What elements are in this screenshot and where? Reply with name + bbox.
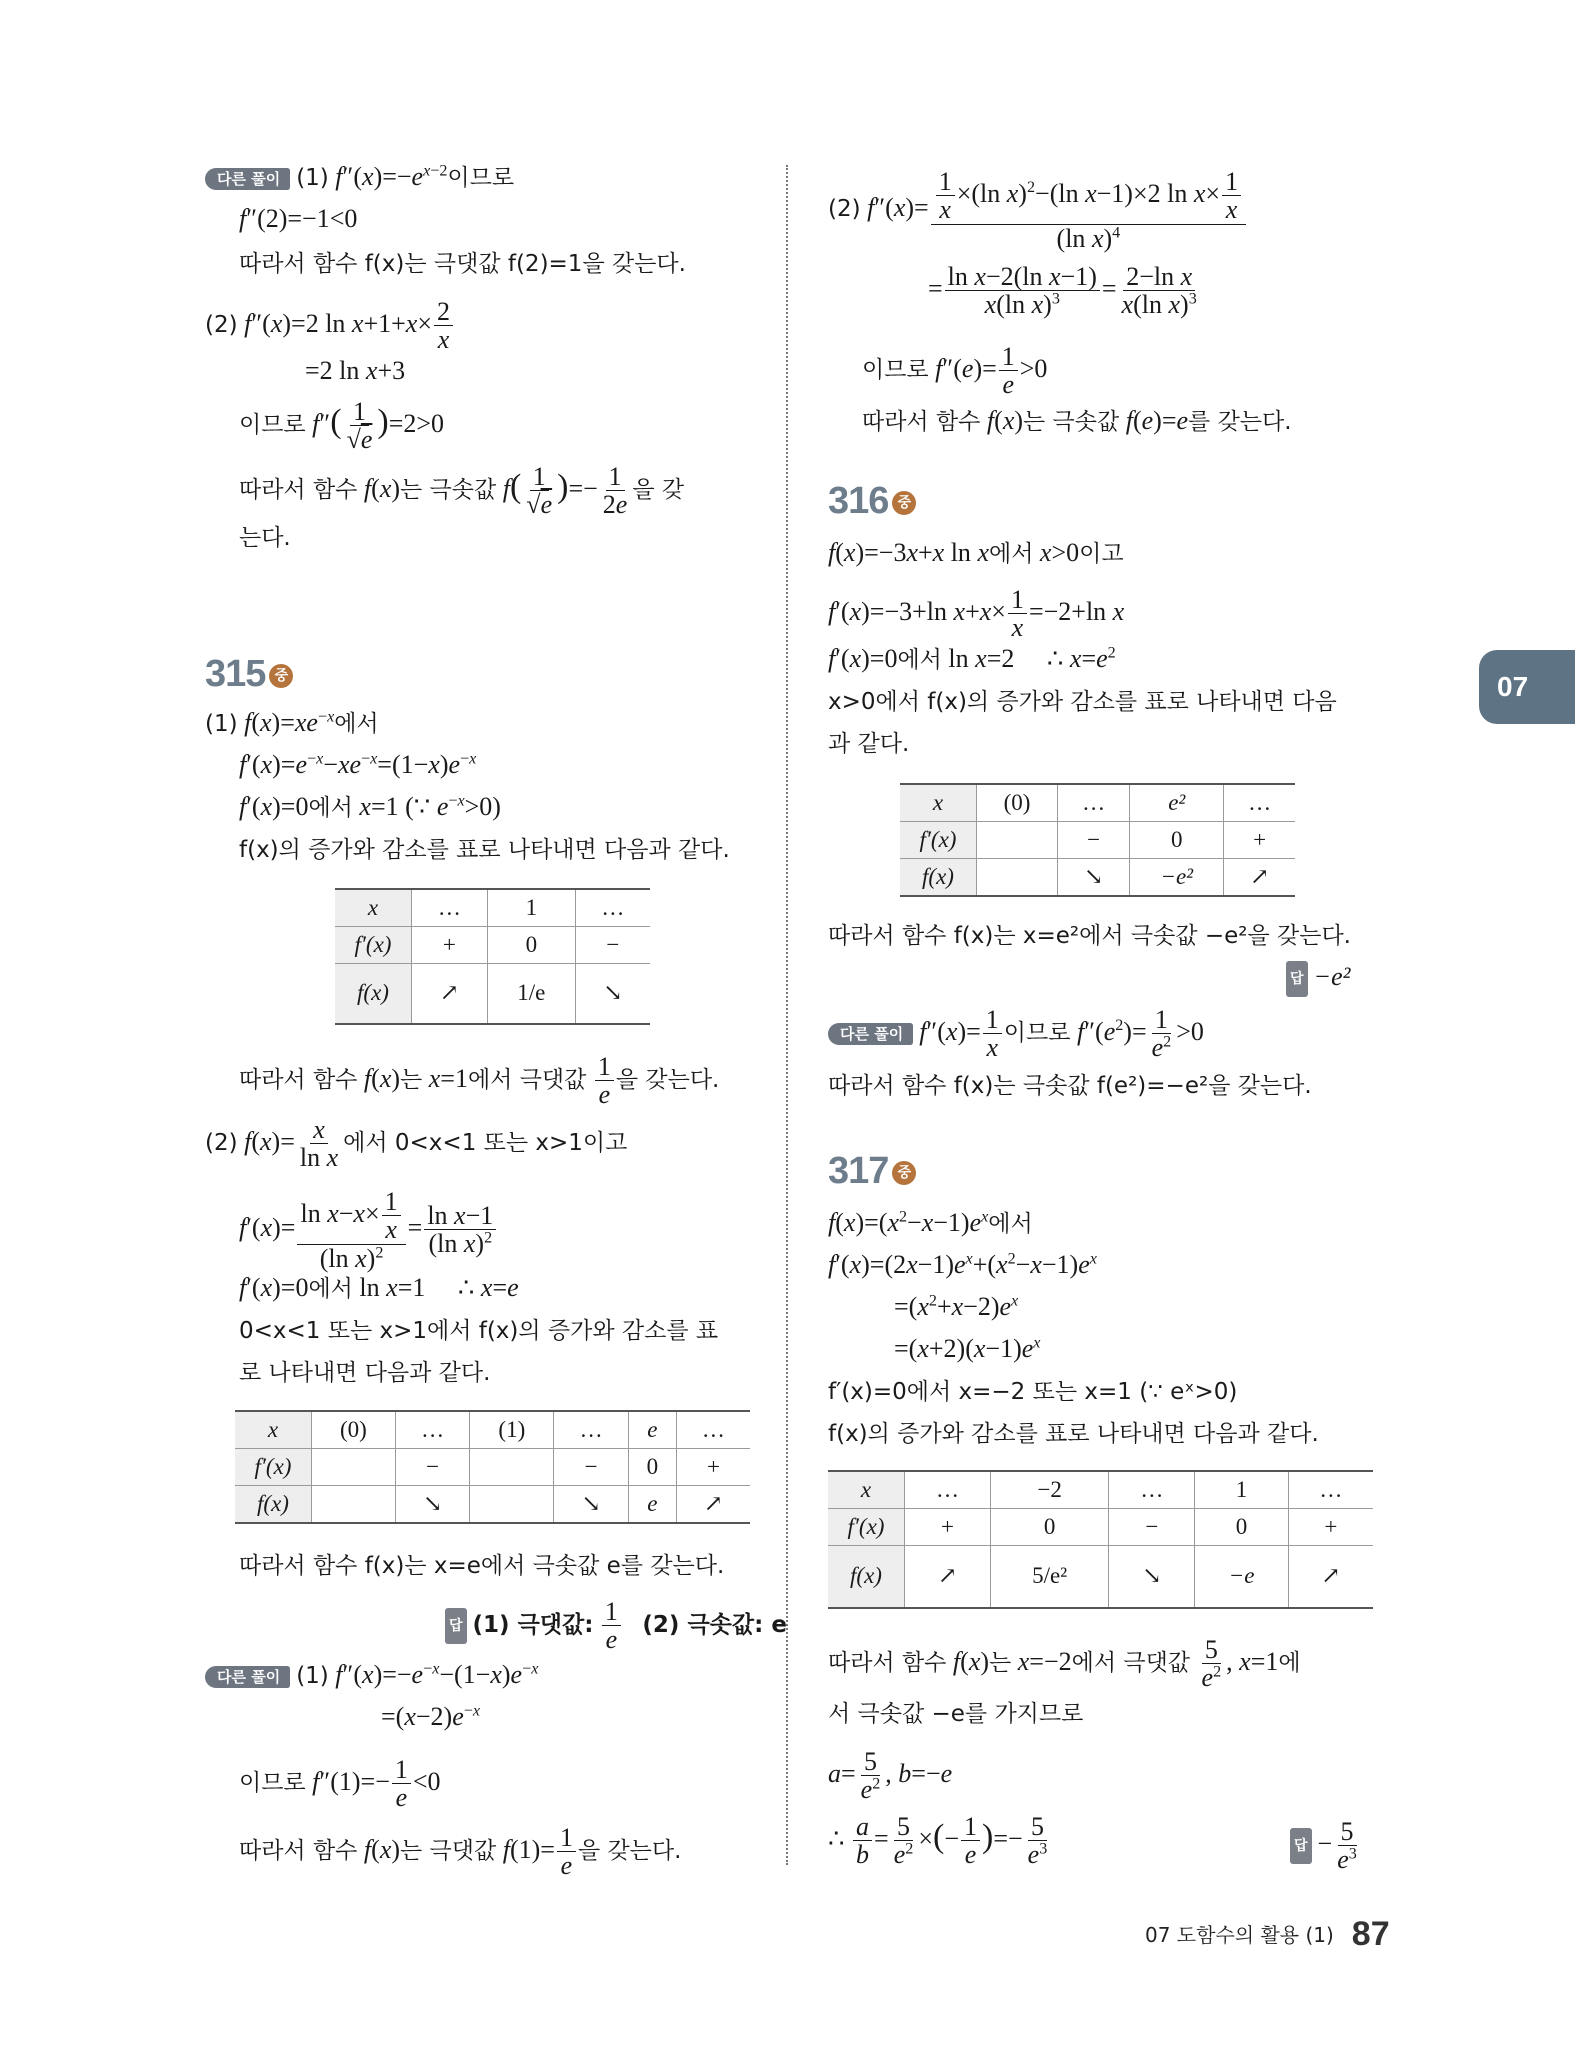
table-cell: f(x) (235, 1486, 312, 1524)
math-line: 따라서 함수 f(x)는 x=−2에서 극댓값 $\frac{5}{e^2}$ , x=1에 (828, 1635, 1301, 1693)
difficulty-badge: 중 (269, 664, 293, 688)
math-line: 따라서 함수 f(x)는 극솟값 f( $\frac{1}{√e}$ )=− $\frac{1}{2e}$ 을 갖 (239, 462, 685, 520)
math-line: $=(x-2)e^{-x}$ (381, 1702, 480, 1731)
variation-table-315-1 (335, 888, 650, 1025)
table-cell (312, 1449, 396, 1486)
math-line: (2) f(x)= $\frac{x}{\text{ln x}}$ 에서 0<x<1 또는 x>1이고 (205, 1115, 628, 1173)
table-cell (470, 1486, 554, 1524)
difficulty-badge: 중 (892, 1161, 916, 1185)
table-cell: f(x) (828, 1546, 905, 1608)
math-line: ∴ $\frac{a}{b}$ = $\frac{5}{e^2}$ ×(− $\frac{1}{e}$ )=− $\frac{5}{e^3}$ (828, 1812, 1048, 1870)
table-cell: + (1288, 1509, 1373, 1546)
math-line: $f'(x)=(2x-1)e^x+(x^2-x-1)e^x$ (828, 1250, 1097, 1279)
math-line: f′(x)=0에서 ln x=1 ∴ x=e (239, 1273, 519, 1302)
table-cell: −e (1195, 1546, 1288, 1608)
table-cell: + (1224, 822, 1295, 859)
table-cell: + (905, 1509, 991, 1546)
table-cell (470, 1449, 554, 1486)
alt-solution-badge: 다른 풀이 (205, 1666, 290, 1688)
math-line: f″(2)=−1<0 (239, 204, 358, 233)
problem-number-316: 316 중 (828, 480, 916, 523)
math-line: f′(x)=0에서 x=−2 또는 x=1 (∵ eˣ>0) (828, 1379, 1238, 1405)
table-cell: (0) (312, 1411, 396, 1449)
text-line: f(x)의 증가와 감소를 표로 나타내면 다음과 같다. (239, 837, 730, 863)
math-line: (2) f″(x)= $\frac{1}{x}$ ×(ln x)$^2$−(ln x−1)×2 ln x× $\frac{1}{x}$ (ln x)$^4$ (828, 168, 1248, 252)
table-cell: ↘ (575, 964, 650, 1024)
table-cell: ↗ (905, 1546, 991, 1608)
table-cell: f′(x) (235, 1449, 312, 1486)
result-line: 따라서 함수 f(x)는 극솟값 f(e²)=−e²을 갖는다. (828, 1073, 1312, 1099)
table-cell: f′(x) (828, 1509, 905, 1546)
math-line: =2 ln x+3 (305, 356, 406, 385)
answer-315: 답 (1) 극댓값: $\frac{1}{e}$ (2) 극솟값: e (445, 1598, 787, 1654)
result-line: 따라서 함수 f(x)는 극댓값 f(2)=1을 갖는다. (239, 251, 686, 277)
table-cell: … (575, 889, 650, 927)
alt-solution-badge: 다른 풀이 (205, 168, 290, 190)
table-cell: x (235, 1411, 312, 1449)
table-cell: … (676, 1411, 750, 1449)
math-line: f′(x)= ln x−x× $\frac{1}{x}$ (ln x)$^2$ = $\frac{\text{ln x−1}}{(\ln x)^2}$ (239, 1188, 498, 1272)
math-line: f′(x)=0에서 ln x=2 ∴ $x=e^2$ (828, 644, 1116, 673)
math-line: 이므로 f″( $\frac{1}{√e}$ )=2>0 (239, 397, 445, 455)
table-cell: … (412, 889, 488, 927)
table-cell: 5/e² (991, 1546, 1109, 1608)
table-cell: ↘ (395, 1486, 470, 1524)
table-cell: x (828, 1471, 905, 1509)
table-cell: − (1057, 822, 1129, 859)
math-line: f′(x)=0에서 x=1 (∵ $e^{-x}>0$) (239, 792, 501, 821)
math-line: 이므로 f″(e)= $\frac{1}{e}$ >0 (862, 342, 1048, 400)
text-line: 서 극솟값 −e를 가지므로 (828, 1701, 1084, 1727)
table-cell: + (412, 927, 488, 964)
table-cell: … (1109, 1471, 1195, 1509)
table-cell: ↘ (1109, 1546, 1195, 1608)
result-line: 따라서 함수 f(x)는 x=e에서 극솟값 e를 갖는다. (239, 1553, 725, 1579)
text-line: 로 나타내면 다음과 같다. (239, 1360, 491, 1386)
table-cell: − (395, 1449, 470, 1486)
table-cell: −e² (1130, 859, 1224, 897)
table-cell: f′(x) (335, 927, 412, 964)
math-line: 따라서 함수 f(x)는 극댓값 f(1)= $\frac{1}{e}$ 을 갖는다. (239, 1823, 682, 1881)
answer-badge: 답 (1290, 1828, 1312, 1864)
alt-solution-316: 다른 풀이 f″(x)= $\frac{1}{x}$ 이므로 $f''(e^2)=$ $\frac{1}{e^2}$ >0 (828, 1006, 1204, 1062)
math-line: 이므로 f″(1)=− $\frac{1}{e}$ <0 (239, 1755, 441, 1813)
table-cell: + (676, 1449, 750, 1486)
table-cell: ↗ (1224, 859, 1295, 897)
table-cell: … (1288, 1471, 1373, 1509)
table-cell: x (900, 784, 977, 822)
table-cell (312, 1486, 396, 1524)
table-cell: 0 (1195, 1509, 1288, 1546)
table-cell: … (905, 1471, 991, 1509)
page-footer (1145, 1915, 1390, 1954)
variation-table-316 (900, 783, 1295, 897)
table-cell: f(x) (335, 964, 412, 1024)
table-cell: 0 (628, 1449, 676, 1486)
table-cell: … (1057, 784, 1129, 822)
table-cell: … (1224, 784, 1295, 822)
variation-table-315-2 (235, 1410, 750, 1524)
table-cell: (1) (470, 1411, 554, 1449)
page-number: 87 (1351, 1915, 1390, 1953)
table-cell: e² (1130, 784, 1224, 822)
table-cell: ↘ (1057, 859, 1129, 897)
table-cell: 0 (1130, 822, 1224, 859)
math-line: (1) $f(x)=xe^{-x}$에서 (205, 708, 379, 737)
math-line: (2) f″(x)=2 ln x+1+x× $\frac{2}{x}$ (205, 298, 455, 354)
table-cell: ↗ (412, 964, 488, 1024)
table-cell: − (575, 927, 650, 964)
table-cell: −2 (991, 1471, 1109, 1509)
math-line: f(x)=−3x+x ln x에서 x>0이고 (828, 538, 1124, 567)
table-cell: 0 (487, 927, 575, 964)
table-cell: ↘ (554, 1486, 629, 1524)
table-cell: ↗ (676, 1486, 750, 1524)
table-cell: − (554, 1449, 629, 1486)
answer-317: 답 − $\frac{5}{e^3}$ (1290, 1818, 1362, 1874)
table-cell (977, 822, 1058, 859)
table-cell: … (395, 1411, 470, 1449)
chapter-title: 07 도함수의 활용 (1) (1145, 1923, 1334, 1947)
table-cell: f(x) (900, 859, 977, 897)
alt-solution-315-line1: 다른 풀이 (1) $f''(x)=-e^{-x}-(1-x)e^{-x}$ (205, 1658, 538, 1693)
chapter-side-tab: 07 (1479, 650, 1575, 724)
difficulty-badge: 중 (892, 491, 916, 515)
table-cell: … (554, 1411, 629, 1449)
math-line: f′(x)=−3+ln x+x× $\frac{1}{x}$ =−2+ln x (828, 585, 1125, 643)
table-cell: e (628, 1486, 676, 1524)
math-line: $=(x+2)(x-1)e^x$ (894, 1334, 1041, 1363)
table-cell: e (628, 1411, 676, 1449)
table-cell: 1/e (487, 964, 575, 1024)
alt-solution-314-line1: 다른 풀이 (1) $f''(x)=-e^{x-2}$이므로 (205, 160, 514, 195)
table-cell: 1 (1195, 1471, 1288, 1509)
math-line: 따라서 함수 f(x)는 x=1에서 극댓값 $\frac{1}{e}$ 을 갖는다. (239, 1052, 720, 1110)
variation-table-317 (828, 1470, 1373, 1609)
math-line: = $\frac{\text{ln x−2(ln x−1)}}{x(\ln x)^3}$ = $\frac{\text{2−ln x}}{x(\ln x)^3}$ (928, 262, 1197, 320)
math-line: $=(x^2+x-2)e^x$ (894, 1292, 1019, 1321)
text-line: 는다. (239, 525, 291, 551)
table-cell: 0 (991, 1509, 1109, 1546)
result-line: 따라서 함수 f(x)는 x=e²에서 극솟값 −e²을 갖는다. (828, 923, 1351, 949)
text-line: f(x)의 증가와 감소를 표로 나타내면 다음과 같다. (828, 1421, 1319, 1447)
table-cell: ↗ (1288, 1546, 1373, 1608)
problem-number-315: 315 중 (205, 653, 293, 696)
text-line: x>0에서 f(x)의 증가와 감소를 표로 나타내면 다음 (828, 689, 1337, 715)
answer-316: 답 −e² (1286, 960, 1350, 997)
answer-badge: 답 (1286, 961, 1308, 997)
math-line: $f(x)=(x^2-x-1)e^x$에서 (828, 1208, 1033, 1237)
text-line: 0<x<1 또는 x>1에서 f(x)의 증가와 감소를 표 (239, 1318, 719, 1344)
table-cell: f′(x) (900, 822, 977, 859)
math-line: a= $\frac{5}{e^2}$ , b=−e (828, 1747, 953, 1805)
math-line: 따라서 함수 f(x)는 극솟값 f(e)=e를 갖는다. (862, 406, 1292, 435)
table-cell: x (335, 889, 412, 927)
table-cell: 1 (487, 889, 575, 927)
text-line: 과 같다. (828, 731, 910, 757)
table-cell: − (1109, 1509, 1195, 1546)
alt-solution-badge: 다른 풀이 (828, 1023, 913, 1045)
problem-number-317: 317 중 (828, 1150, 916, 1193)
table-cell: (0) (977, 784, 1058, 822)
answer-badge: 답 (445, 1608, 467, 1644)
math-line: $f'(x)=e^{-x}-xe^{-x}=(1-x)e^{-x}$ (239, 750, 477, 779)
table-cell (977, 859, 1058, 897)
